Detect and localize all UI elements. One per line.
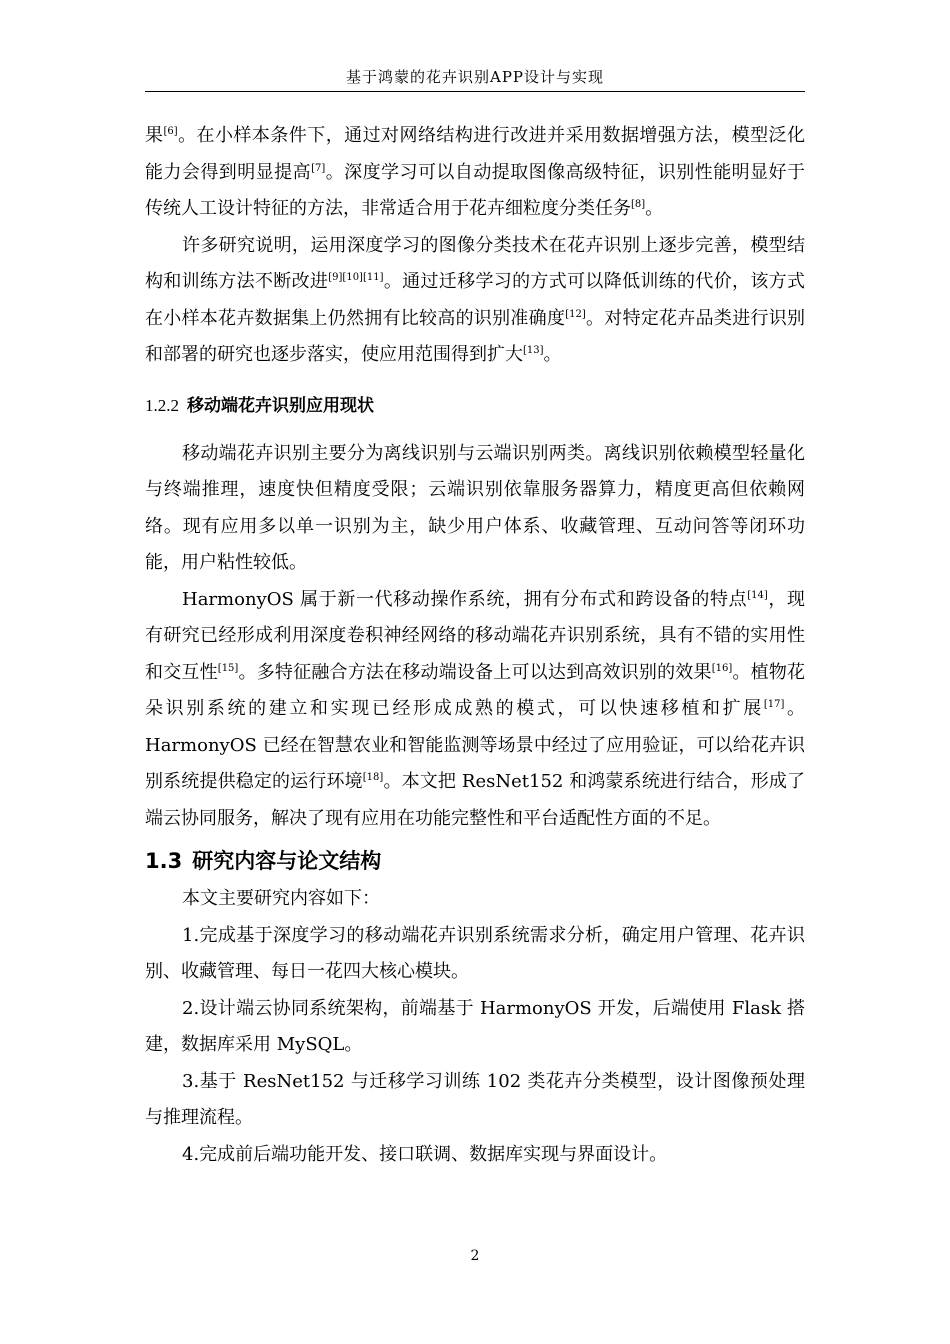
- citation: [16]: [711, 662, 733, 674]
- page-number: 2: [470, 1248, 480, 1264]
- research-item-3: 3.基于 ResNet152 与迁移学习训练 102 类花卉分类模型，设计图像预处理与推理流程。: [145, 1070, 805, 1128]
- citation: [6]: [163, 126, 178, 137]
- citation: [18]: [362, 772, 384, 783]
- citation: [9][10][11]: [328, 272, 384, 283]
- citation: [7]: [311, 162, 326, 174]
- citation: [12]: [565, 308, 586, 320]
- text-span: HarmonyOS 属于新一代移动操作系统，拥有分布式和跨设备的特点: [182, 588, 748, 610]
- text-span: 。在小样本条件下，通过对网络结构进行改进并采用数据增强方法，模型泛化能力会得到明显提高: [145, 125, 805, 183]
- paragraph-2: [145, 228, 805, 374]
- text-span: 。植物花朵识别系统的建立和实现已经形成成熟的模式，可以快速移植和扩展: [145, 661, 806, 719]
- page-body: [145, 118, 805, 1173]
- research-intro: 本文主要研究内容如下：: [182, 888, 380, 909]
- text-span: 。HarmonyOS 已经在智慧农业和智能监测等场景中经过了应用验证，可以给花卉识别系统提供稳定的运行环境: [145, 698, 806, 792]
- text-span: 。通过迁移学习的方式可以降低训练的代价，该方式在小样本花卉数据集上仍然拥有比较高的识别准确度: [145, 271, 806, 329]
- text-span: 果: [145, 125, 164, 146]
- paragraph-3: 移动端花卉识别主要分为离线识别与云端识别两类。离线识别依赖模型轻量化与终端推理，速度快但精度受限；云端识别依靠服务器算力，精度更高但依赖网络。现有应用多以单一识别为主，缺少用户体系、收藏管理、互动问答等闭环功能，用户粘性较低。: [145, 442, 805, 573]
- section-title: 研究内容与论文结构: [192, 849, 382, 873]
- research-item-2: 2.设计端云协同系统架构，前端基于 HarmonyOS 开发，后端使用 Flask 搭建，数据库采用 MySQL。: [145, 997, 805, 1055]
- citation: [17]: [763, 699, 785, 710]
- section-heading-1-2-2: [145, 374, 805, 436]
- section-number: 1.3: [145, 849, 183, 873]
- research-item-4: 4.完成前后端功能开发、接口联调、数据库实现与界面设计。: [182, 1143, 668, 1165]
- text-span: 。深度学习可以自动提取图像高级特征，识别性能明显好于传统人工设计特征的方法，非常适合用于花卉细粒度分类任务: [145, 161, 806, 219]
- section-heading-1-3: [145, 837, 805, 881]
- text-span: ，现有研究已经形成利用深度卷积神经网络的移动端花卉识别系统，具有不错的实用性和交互性: [145, 588, 806, 683]
- research-item-1: 1.完成基于深度学习的移动端花卉识别系统需求分析，确定用户管理、花卉识别、收藏管理、每日一花四大核心模块。: [145, 924, 805, 982]
- citation: [13]: [523, 345, 544, 356]
- text-span: 。对特定花卉品类进行识别和部署的研究也逐步落实，使应用范围得到扩大: [145, 307, 806, 365]
- paragraph-4: [145, 582, 805, 838]
- running-header: 基于鸿蒙的花卉识别APP设计与实现: [345, 68, 605, 86]
- citation: [8]: [631, 199, 646, 210]
- citation: [14]: [747, 589, 768, 601]
- text-span: 。本文把 ResNet152 和鸿蒙系统进行结合，形成了端云协同服务，解决了现有应用在功能完整性和平台适配性方面的不足。: [145, 771, 805, 829]
- paragraph-1: [145, 118, 805, 228]
- section-number: 1.2.2: [145, 395, 179, 415]
- citation: [15]: [217, 662, 239, 674]
- text-span: 。: [645, 198, 664, 219]
- text-span: 。: [543, 344, 562, 365]
- header-rule: [145, 91, 805, 92]
- section-title: 移动端花卉识别应用现状: [187, 395, 374, 416]
- text-span: 许多研究说明，运用深度学习的图像分类技术在花卉识别上逐步完善，模型结构和训练方法不断改进: [145, 234, 805, 292]
- text-span: 。多特征融合方法在移动端设备上可以达到高效识别的效果: [238, 661, 712, 683]
